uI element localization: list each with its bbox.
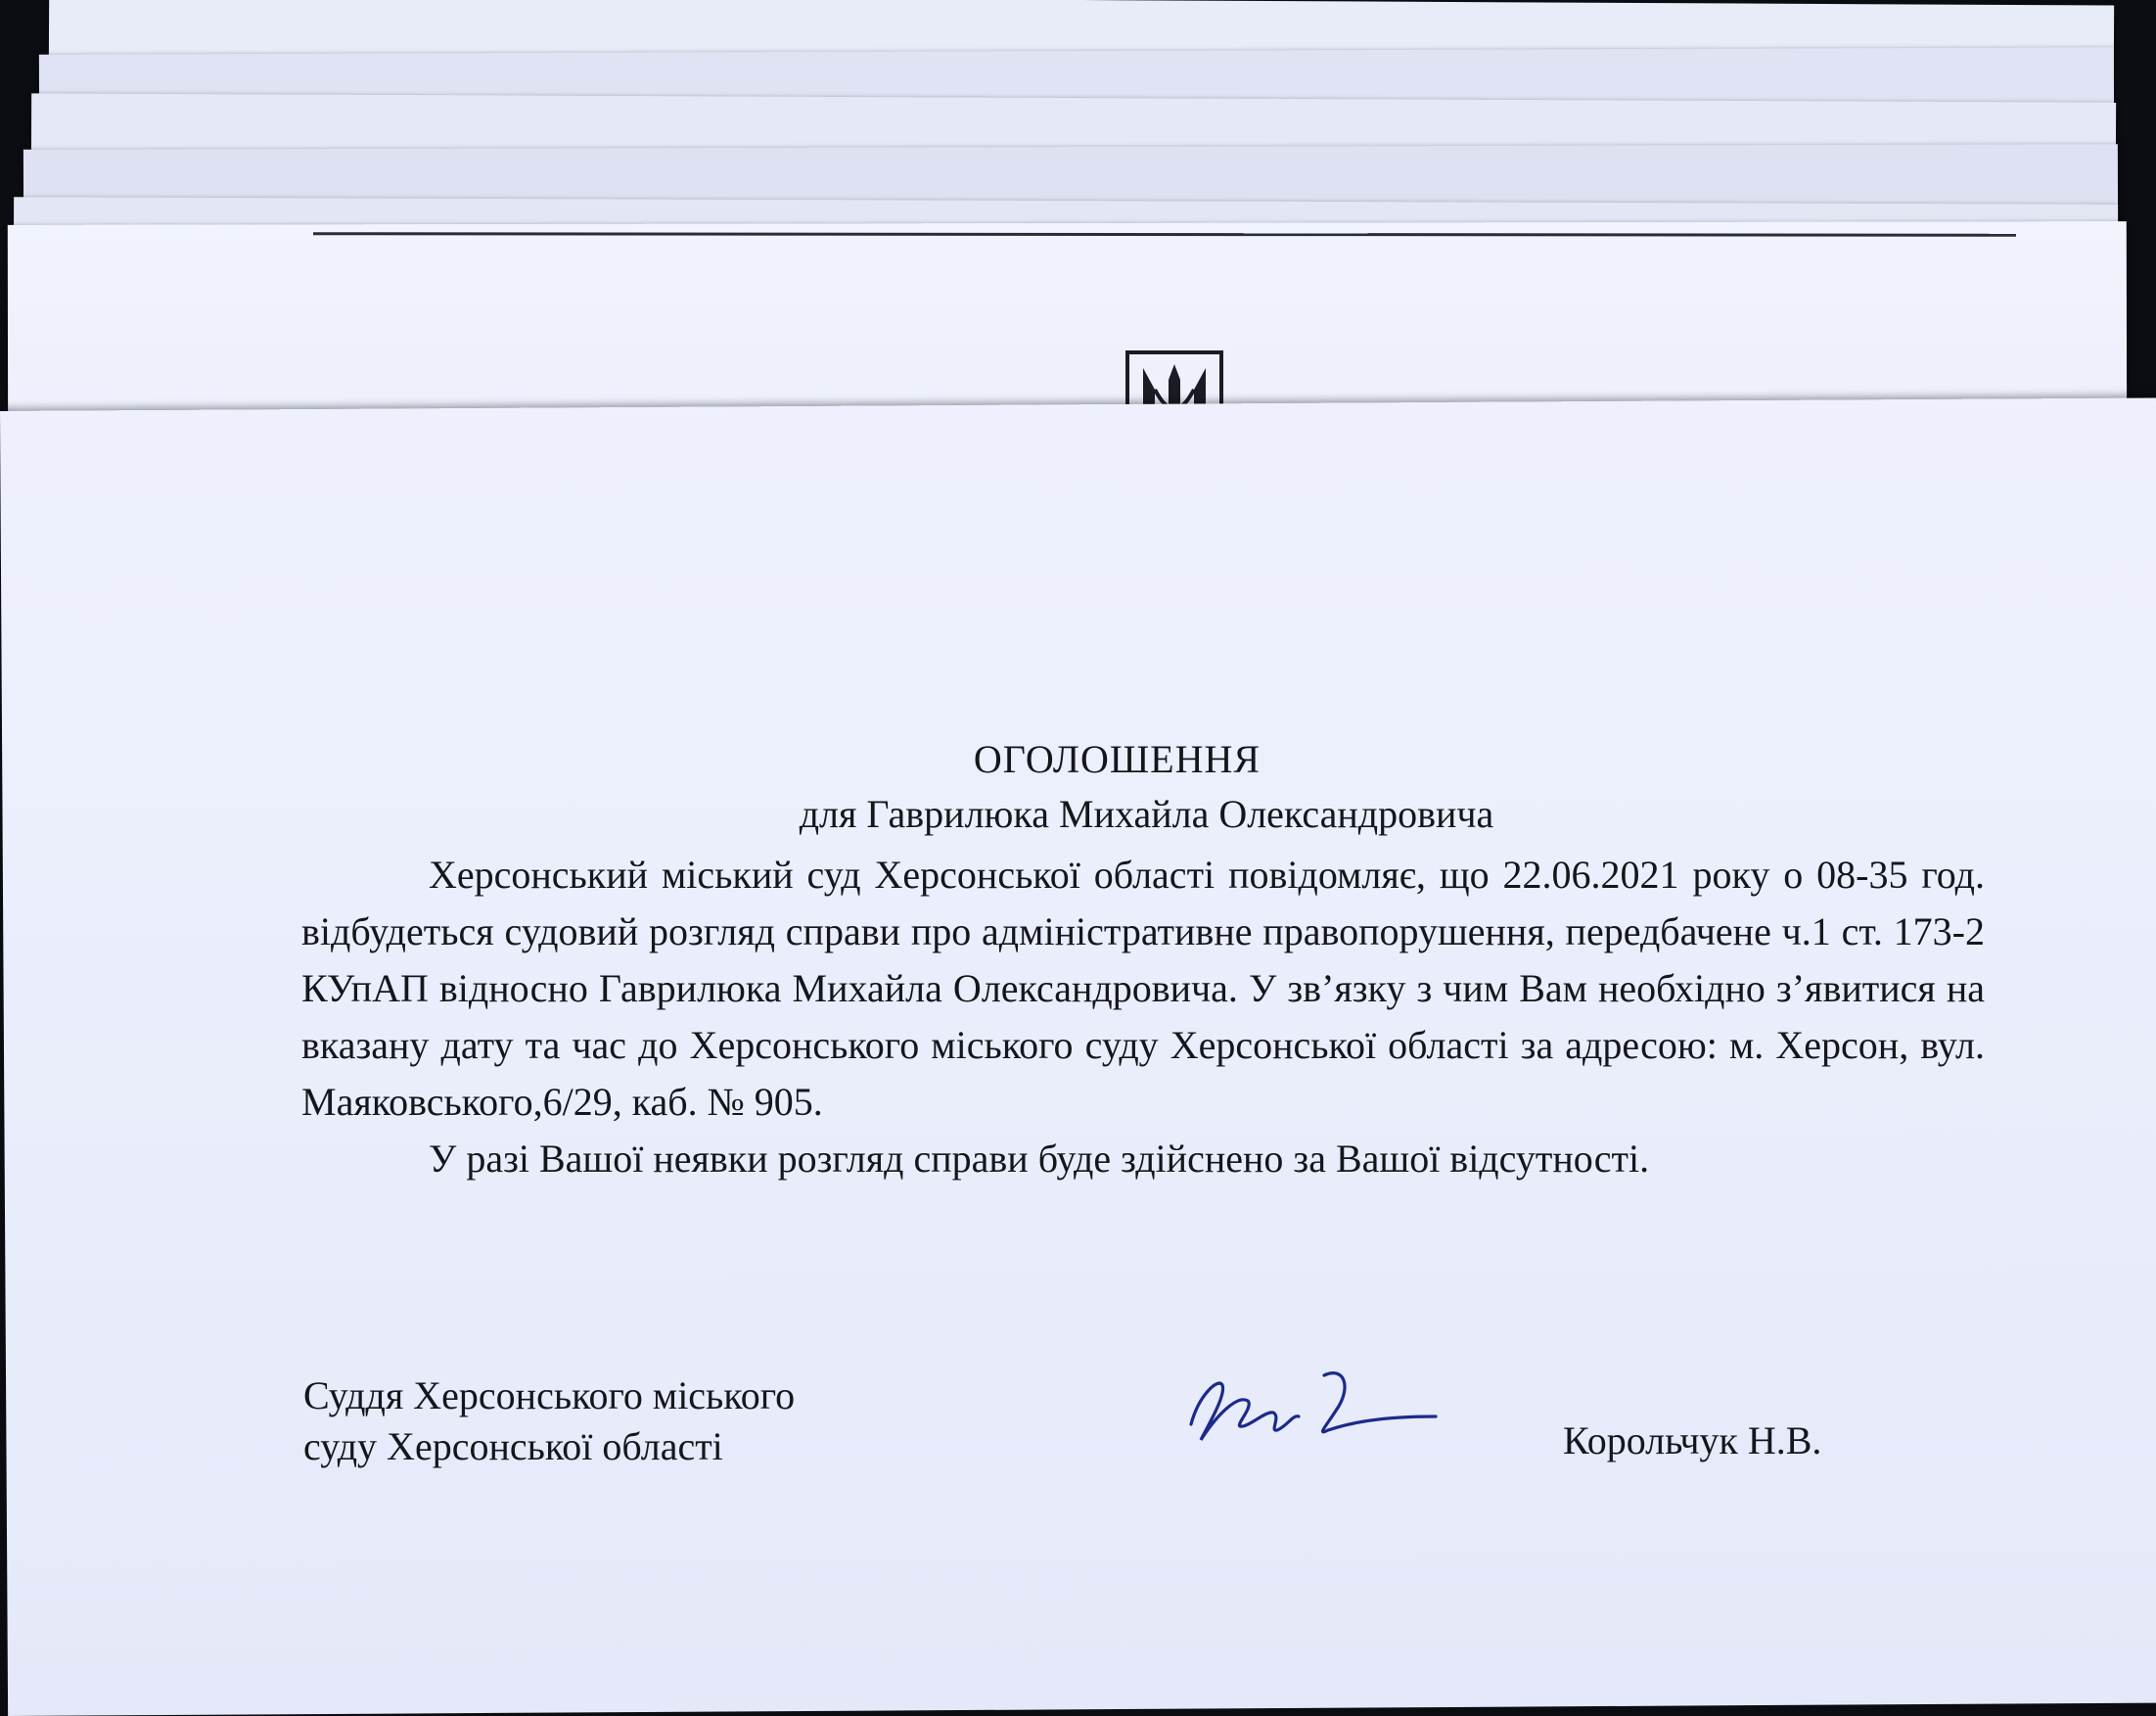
signatory-title <box>303 1370 795 1472</box>
signatory-name: Корольчук Н.В. <box>1563 1418 1822 1462</box>
document-body <box>301 847 1985 1187</box>
document-recipient: для Гаврилюка Михайла Олександровича <box>799 792 1494 836</box>
signatory-line: Суддя Херсонського міського <box>303 1373 796 1417</box>
body-paragraph: У разі Вашої неявки розгляд справи буде здійснено за Вашої відсутності. <box>429 1136 1650 1181</box>
signatory-line: суду Херсонської області <box>303 1424 723 1468</box>
document-title: ОГОЛОШЕННЯ <box>973 737 1261 781</box>
body-paragraph: Херсонський міський суд Херсонської області повідомляє, що 22.06.2021 року о 08-35 год. відбудеться судовий розгляд справи про адміністративне правопорушення, передбачене ч.1 ст. 173-2 КУпАП відносно Гаврилюка Михайла Олександровича. У зв’язку з чим Вам необхідно з’явитися на вказану дату та час до Херсонського міського суду Херсонської області за адресою: м. Херсон, вул. Маяковського,6/29, каб. № 905. <box>301 853 1985 1124</box>
handwritten-signature <box>1179 1356 1444 1463</box>
